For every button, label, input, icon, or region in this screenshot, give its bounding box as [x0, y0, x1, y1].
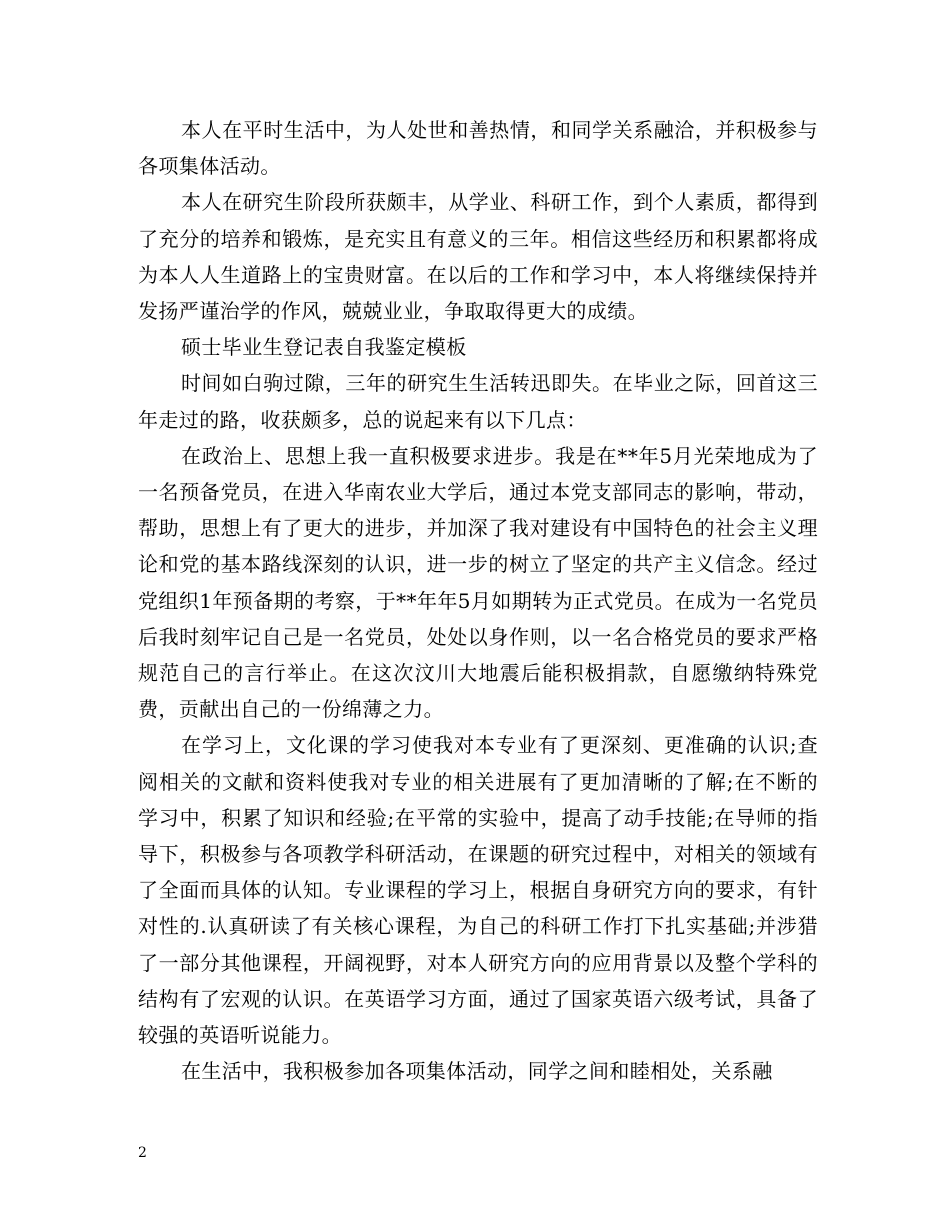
paragraph-study: 在学习上，文化课的学习使我对本专业有了更深刻、更准确的认识;查阅相关的文献和资料使我对专业的相关进展有了更加清晰的了解;在不断的学习中，积累了知识和经验;在平常的实验中，提高了动手技能;在导师的指导下，积极参与各项教学科研活动，在课题的研究过程中，对相关的领域有了全面而具体的认知。专业课程的学习上，根据自身研究方向的要求，有针对性的.认真研读了有关核心课程，为自己的科研工作打下扎实基础;并涉猎了一部分其他课程，开阔视野，对本人研究方向的应用背景以及整个学科的结构有了宏观的认识。在英语学习方面，通过了国家英语六级考试，具备了较强的英语听说能力。: [138, 733, 818, 1048]
paragraph-graduate-summary: 本人在研究生阶段所获颇丰，从学业、科研工作，到个人素质，都得到了充分的培养和锻炼，是充实且有意义的三年。相信这些经历和积累都将成为本人人生道路上的宝贵财富。在以后的工作和学习中，本人将继续保持并发扬严谨治学的作风，兢兢业业，争取取得更大的成绩。: [138, 190, 818, 324]
paragraph-intro: 时间如白驹过隙，三年的研究生生活转迅即失。在毕业之际，回首这三年走过的路，收获颇多，总的说起来有以下几点：: [138, 371, 818, 432]
paragraph-politics: 在政治上、思想上我一直积极要求进步。我是在**年5月光荣地成为了一名预备党员，在进入华南农业大学后，通过本党支部同志的影响，带动，帮助，思想上有了更大的进步，并加深了我对建设有中国特色的社会主义理论和党的基本路线深刻的认识，进一步的树立了坚定的共产主义信念。经过党组织1年预备期的考察，于**年年5月如期转为正式党员。在成为一名党员后我时刻牢记自己是一名党员，处处以身作则，以一名合格党员的要求严格规范自己的言行举止。在这次汶川大地震后能积极捐款，自愿缴纳特殊党费，贡献出自己的一份绵薄之力。: [138, 443, 818, 722]
page-number: 2: [138, 1145, 147, 1161]
paragraph-section-title: 硕士毕业生登记表自我鉴定模板: [181, 335, 467, 360]
paragraph-social-life: 本人在平时生活中，为人处世和善热情，和同学关系融洽，并积极参与各项集体活动。: [138, 118, 818, 179]
paragraph-life: 在生活中，我积极参加各项集体活动，同学之间和睦相处，关系融: [181, 1059, 773, 1084]
document-body: [138, 112, 818, 1089]
